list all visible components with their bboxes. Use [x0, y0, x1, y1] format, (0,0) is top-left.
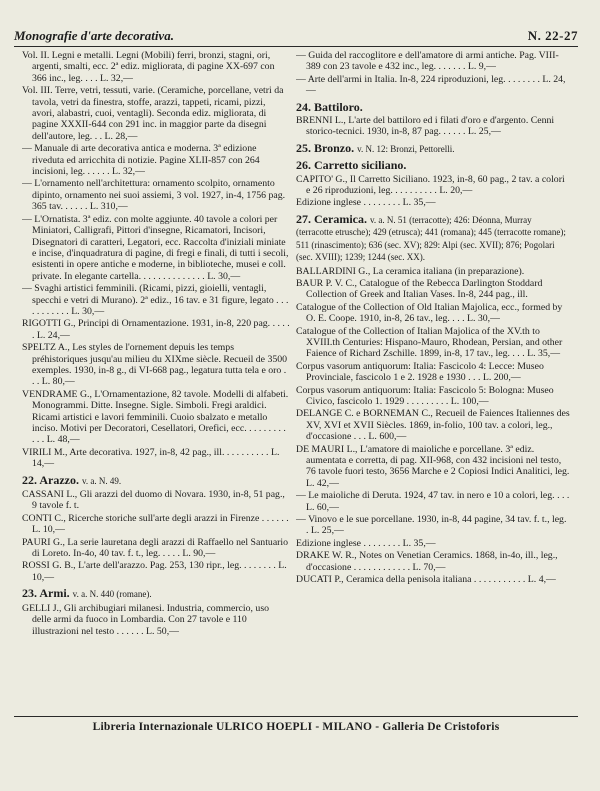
section-title: 27. Ceramica.	[296, 211, 367, 226]
catalog-entry: ROSSI G. B., L'arte dell'arazzo. Pag. 253, 130 ripr., leg. . . . . . . . L. 10,—	[22, 560, 287, 583]
catalog-entry: Catalogue of the Collection of Old Italian Majolica, ecc., formed by O. E. Coope. 1910, in-8, 26 tav., leg. . . . L. 30,—	[296, 301, 563, 325]
catalog-entry: Corpus vasorum antiquorum: Italia: Fascicolo 5: Bologna: Museo Civico, fascicolo 1. 1929 . . . . . . . . . L. 100,—	[296, 384, 554, 407]
section-note: v. a. N. 49.	[81, 475, 122, 486]
catalog-entry: Vol. II. Legni e metalli. Legni (Mobili) ferri, bronzi, stagni, ori, argenti, smalti, ecc. 2ª ediz. migliorata, di pagine XX-697 con 366 inc., leg. . . . L. 32,—	[22, 50, 275, 84]
section-title: 22. Arazzo.	[22, 472, 79, 487]
header-page-number: N. 22-27	[527, 28, 578, 43]
section-title: 24. Battiloro.	[296, 99, 363, 114]
catalog-entry: — L'ornamento nell'architettura: ornamento scolpito, ornamento dipinto, ornamento nei suoi assiemi, 3 vol. 1927, in-4, 1756 pag. 365 tav. . . . . . L. 310,—	[22, 178, 286, 213]
catalog-entry: — Vinovo e le sue porcellane. 1930, in-8, 44 pagine, 34 tav. f. t., leg. . L. 25,—	[296, 514, 567, 537]
catalog-entry: — Arte dell'armi in Italia. In-8, 224 riproduzioni, leg. . . . . . . . L. 24,—	[296, 73, 566, 97]
catalog-entry: DRAKE W. R., Notes on Venetian Ceramics. 1868, in-4o, ill., leg., d'occasione . . . . . . . . . . . . L. 70,—	[296, 550, 558, 573]
catalog-entry: — Le maioliche di Deruta. 1924, 47 tav. in nero e 10 a colori, leg. . . . L. 60,—	[296, 490, 570, 513]
catalog-entry: VIRILI M., Arte decorativa. 1927, in-8, 42 pag., ill. . . . . . . . . . L. 14,—	[22, 446, 280, 470]
catalog-entry: GELLI J., Gli archibugiari milanesi. Industria, commercio, uso delle armi da fuoco in Lombardia. Con 27 tavole e 110 illustrazioni nel testo . . . . . . L. 50,—	[22, 602, 270, 637]
catalog-entry: DELANGE C. e BORNEMAN C., Recueil de Faiences Italiennes des XV, XVI et XVII Siècles. 1869, in-folio, 100 tav. a colori, leg., d'occasione . . . L. 600,—	[296, 408, 570, 443]
catalog-entry: VENDRAME G., L'Ornamentazione, 82 tavole. Modelli di alfabeti. Monogrammi. Ditte. Insegne. Sigle. Simboli. Fregi araldici. Ricami artistici e lavori femminili. Cuoio sbalzato e metallo inciso. Motivi per Decoratori, Cesellatori, Orefici, ecc. . . . . . . . . . . . L. 48,—	[22, 388, 289, 446]
section-title: 23. Armi.	[22, 586, 70, 601]
section-heading	[296, 140, 570, 155]
catalog-entry: Edizione inglese . . . . . . . . L. 35,—	[296, 537, 436, 549]
section-note: v. N. 12: Bronzi, Pettorelli.	[357, 143, 455, 154]
catalog-entry: CAPITO' G., Il Carretto Siciliano. 1923, in-8, 60 pag., 2 tav. a colori e 26 riproduzioni, leg. . . . . . . . . . L. 20,—	[296, 173, 565, 197]
section-title: 25. Bronzo.	[296, 140, 355, 155]
catalog-entry: DE MAURI L., L'amatore di maioliche e porcellane. 3ª ediz. aumentata e corretta, di pag. XII-968, con 432 incisioni nel testo, 76 tavole fuori testo, 3656 Marche e 2 Copiosi Indici Analitici, leg. L. 42,—	[296, 443, 570, 489]
section-heading	[22, 472, 290, 487]
catalog-entry: CASSANI L., Gli arazzi del duomo di Novara. 1930, in-8, 51 pag., 9 tavole f. t.	[22, 489, 285, 512]
catalog-entry: BAUR P. V. C., Catalogue of the Rebecca Darlington Stoddard Collection of Greek and Italian Vases. In-8, 244 pag., ill.	[296, 277, 543, 301]
catalog-entry: DUCATI P., Ceramica della penisola italiana . . . . . . . . . . . L. 4,—	[296, 574, 556, 586]
catalog-entry: BALLARDINI G., La ceramica italiana (in preparazione).	[296, 265, 525, 277]
section-note: v. a. N. 51 (terracotte); 426: Déonna, Murray (terracotte etrusche); 429 (etrusca); 441 (romana); 445 (terracotte romane); 511 (rinascimento); 636 (sec. XV); 829: Alpi (sec. XVII); 876; Pogolari (sec. XVIII); 1239; 1244 (sec. XX).	[296, 214, 566, 263]
catalog-entry: — L'Ornatista. 3ª ediz. con molte aggiunte. 40 tavole a colori per Miniatori, Calligrafi, Pittori d'insegne, Ricamatori, Incisori, Disegnatori di caratteri, Legatori, ecc. Raccolta d'iniziali miniate e incise, d'inquadratura di pagine, di fregi e finali, di tutti i secoli, esistenti in opere antiche e moderne, in biblioteche, musei e coll. private. In elegante cartella. . . . . . . . . . . . . . L. 30,—	[22, 213, 289, 282]
page-footer: Libreria Internazionale ULRICO HOEPLI - MILANO - Galleria De Cristoforis	[14, 716, 578, 733]
catalog-entry: PAURI G., La serie lauretana degli arazzi di Raffaello nel Santuario di Loreto. In-4o, 40 tav. f. t., leg. . . . . L. 90,—	[22, 536, 289, 560]
catalog-entry: — Svaghi artistici femminili. (Ricami, pizzi, gioielli, ventagli, specchi e vetri di Murano). 2ª ediz., 16 tav. e 31 figure, legato . . . . . . . . . . . L. 30,—	[22, 283, 289, 317]
catalog-entry: RIGOTTI G., Principi di Ornamentazione. 1931, in-8, 220 pag. . . . . . L. 24,—	[22, 318, 290, 341]
section-heading	[296, 160, 570, 171]
section-heading	[296, 211, 570, 264]
right-column	[296, 50, 570, 710]
section-title: 26. Carretto siciliano.	[296, 158, 407, 173]
catalog-entry: — Manuale di arte decorativa antica e moderna. 3ª edizione riveduta ed arricchita di notizie. Pagine XLII-857 con 264 incisioni, leg. . . . . . L. 32,—	[22, 143, 260, 178]
catalog-entry: Catalogue of the Collection of Italian Majolica of the XV.th to XVIII.th Centuries: Hispano-Mauro, Rhodean, Persian, and other Faience of Richard Zschille. 1899, in-8, 17 tav., leg. . . . L. 35,—	[296, 325, 563, 360]
catalog-entry: BRENNI L., L'arte del battiloro ed i filati d'oro e d'argento. Cenni storico-tecnici. 1930, in-8, 87 pag. . . . . . L. 25,—	[296, 115, 555, 138]
catalog-entry: CONTI C., Ricerche storiche sull'arte degli arazzi in Firenze . . . . . . L. 10,—	[22, 512, 289, 536]
catalog-entry: — Guida del raccoglitore e dell'amatore di armi antiche. Pag. VIII-389 con 23 tavole e 432 inc., leg. . . . . . . L. 9,—	[296, 50, 559, 73]
catalog-entry: Edizione inglese . . . . . . . . L. 35,—	[296, 197, 436, 209]
section-heading	[296, 99, 570, 114]
header-title: Monografie d'arte decorativa.	[14, 28, 174, 43]
page-header	[14, 20, 578, 47]
catalog-entry: SPELTZ A., Les styles de l'ornement depuis les temps préhistoriques jusqu'au milieu du XIXme siècle. Recueil de 3500 exemples. 1930, in-8 g., di VI-668 pag., legatura tutta tela e oro . . . L. 80,—	[22, 342, 288, 388]
section-note: v. a. N. 440 (romane).	[72, 589, 152, 600]
left-column	[22, 50, 290, 710]
section-heading	[22, 588, 290, 600]
catalog-entry: Corpus vasorum antiquorum: Italia: Fascicolo 4: Lecce: Museo Provinciale, fascicolo 1 e 2. 1928 e 1930 . . . L. 200,—	[296, 360, 544, 384]
catalog-entry: Vol. III. Terre, vetri, tessuti, varie. (Ceramiche, porcellane, vetri da tavola, vetri da finestra, stoffe, arazzi, tappeti, ricami, pizzi, avori, alabastri, cuoi, ventagli). Seconda ediz. migliorata, di pagine XXXII-644 con 291 inc. in maggior parte da disegni dell'autore, leg. . . L. 28,—	[22, 85, 284, 142]
